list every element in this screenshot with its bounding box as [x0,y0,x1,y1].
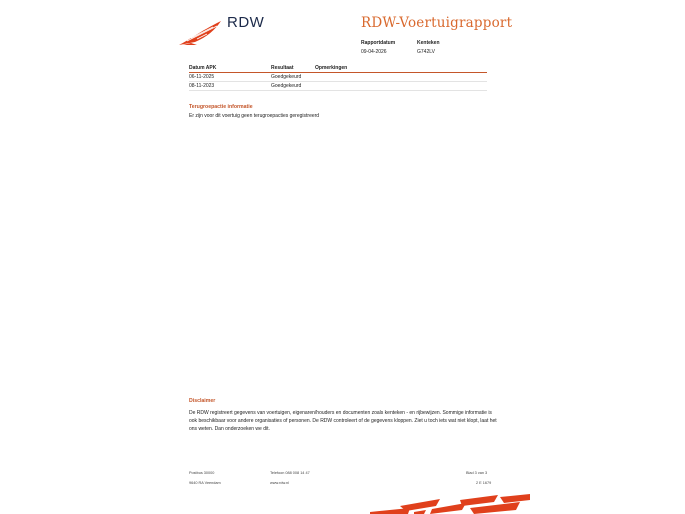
license-plate [417,40,440,55]
footer-website: www.rdw.nl [270,481,289,485]
apk-result: Goedgekeurd [271,74,302,80]
page-title: RDW-Voertuigrapport [361,15,513,31]
disclaimer-text: De RDW registreert gegevens van voertuigen, eigenaren/houders en documenten zoals kenteken - en rijbewijzen. Sommige informatie is ook beschikbaar voor andere organisaties of personen. De RDW controleert of de gegevens kloppen. Ziet u toch iets wat niet klopt, laat het ons weten. Dan onderzoeken we dit. [189,410,497,432]
recall-title: Terugroepactie informatie [189,104,253,110]
report-date-label: Rapportdatum [361,40,396,46]
footer-address-line2: 9640 RA Veendam [189,481,221,485]
disclaimer-title: Disclaimer [189,398,216,404]
recall-text: Er zijn voor dit voertuig geen terugroepacties geregistreerd [189,113,320,119]
report-date-value: 09-04-2026 [361,49,387,55]
table-row [189,73,487,82]
footer-address-line1: Postbus 30000 [189,471,215,475]
brand-stripes-graphic [370,494,530,514]
footer-document-code: 2 E 1679 [476,481,492,485]
report-date [361,40,395,55]
apk-date: 08-11-2023 [189,83,215,89]
footer-phone: Telefoon 088 008 14 47 [270,471,310,475]
rdw-logo-icon [177,20,223,46]
apk-date: 06-11-2025 [189,74,215,80]
footer-page-number: Blad 3 van 3 [466,471,488,475]
column-header-result: Resultaat [271,65,294,71]
apk-table [189,64,487,91]
logo-text: RDW [227,14,265,31]
column-header-date: Datum APK [189,65,217,71]
license-plate-value: G742LV [417,49,435,55]
apk-result: Goedgekeurd [271,83,302,89]
table-header [189,64,487,73]
license-plate-label: Kenteken [417,40,440,46]
column-header-remarks: Opmerkingen [315,65,348,71]
table-row [189,82,487,91]
